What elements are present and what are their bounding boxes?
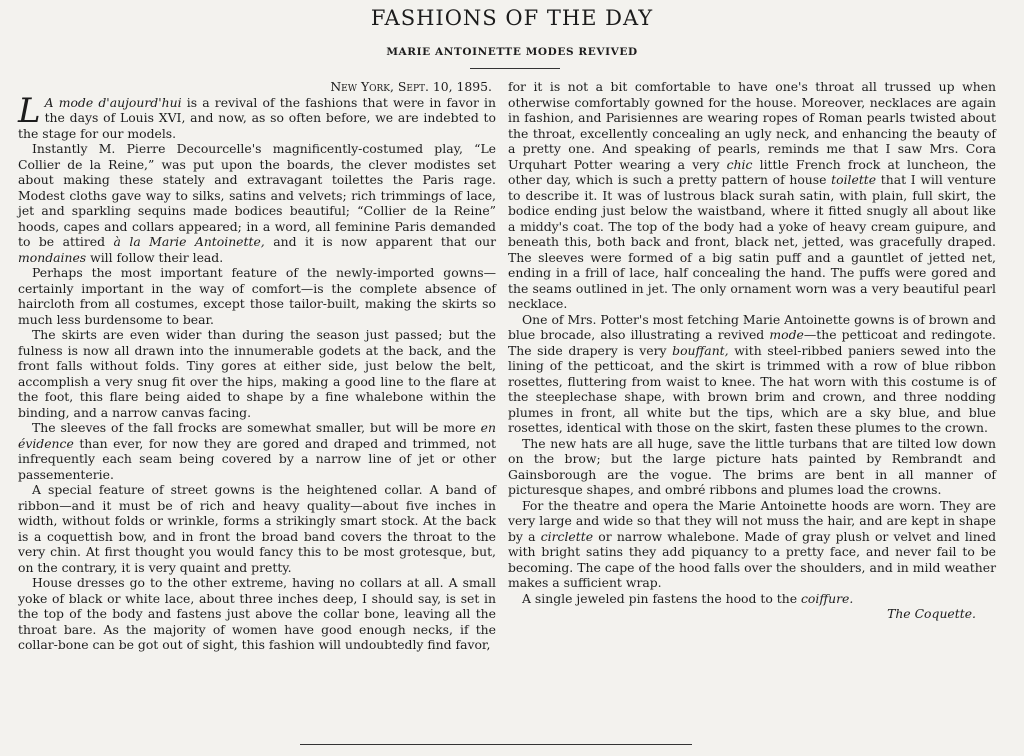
paragraph-8: for it is not a bit comfortable to have one's throat all trussed up when otherwise comfortably gowned for the house. Moreover, necklaces are again in fashion, and Parisiennes are wearing ropes of Roman pearls twisted about the throat, excellently concealing an ugly neck, and enhancing the beauty of a pretty one. And speaking of pearls, reminds me that I saw Mrs. Cora Urquhart Potter wearing a very chic little French frock at luncheon, the other day, which is such a pretty pattern of house toilette that I will venture to describe it. It was of lustrous black surah satin, with plain, full skirt, the bodice ending just below the waistband, where it fitted snugly all about like a middy's coat. The top of the body had a yoke of heavy cream guipure, and beneath this, both back and front, black net, jetted, was gracefully draped. The sleeves were formed of a big satin puff and a gauntlet of jetted net, ending in a frill of lace, half concealing the hand. The puffs were gored and the seams outlined in jet. The only ornament worn was a very beautiful pearl necklace. [508, 79, 996, 311]
article-title: FASHIONS OF THE DAY [370, 6, 654, 30]
paragraph-11: For the theatre and opera the Marie Antoinette hoods are worn. They are very large and wide so that they will not muss the hair, and are kept in shape by a circlette or narrow whalebone. Made of gray plush or velvet and lined with bright satins they add piquancy to a pretty face, and never fail to be becoming. The cape of the hood falls over the shoulders, and in mild weather makes a sufficient wrap. [508, 497, 996, 590]
paragraph-1: L A mode d'aujourd'hui is a revival of the fashions that were in favor in the days of Louis XVI, and now, as so often before, we are indebted to the stage for our models. [18, 90, 496, 141]
paragraph-5: The sleeves of the fall frocks are somewhat smaller, but will be more en évidence than ever, for now they are gored and draped and trimmed, not infrequently each seam being covered by a narrow line of jet or other passementerie. [18, 420, 496, 482]
paragraph-9: One of Mrs. Potter's most fetching Marie Antoinette gowns is of brown and blue brocade, also illustrating a revived mode—the petticoat and redingote. The side drapery is very bouffant, with steel-ribbed paniers sewed into the lining of the petticoat, and the skirt is trimmed with a row of blue ribbon rosettes, fluttering from waist to knee. The hat worn with this costume is of the steeplechase shape, with brown brim and crown, and three nodding plumes in front, all white but the tips, which are a sky blue, and blue rosettes, identical with those on the skirt, fasten these plumes to the crown. [508, 311, 996, 435]
signature: The Coquette. [887, 606, 976, 621]
paragraph-12: A single jeweled pin fastens the hood to the coiffure. [522, 590, 854, 606]
paragraph-6: A special feature of street gowns is the heightened collar. A band of ribbon—and it must be of rich and heavy quality—about five inches in width, without folds or wrinkle, forms a strikingly smart stock. At the back is a coquettish bow, and in front the broad band covers the throat to the very chin. At first thought you would fancy this to be most grotesque, but, on the contrary, it is very quaint and pretty. [18, 482, 496, 575]
paragraph-2: Instantly M. Pierre Decourcelle's magnificently-costumed play, “Le Collier de la Reine,” was put upon the boards, the clever modistes set about making these stately and extravagant toilettes the Paris rage. Modest cloths gave way to silks, satins and velvets; rich trimmings of lace, jet and sparkling sequins made bodices beautiful; “Collier de la Reine” hoods, capes and collars appeared; in a word, all feminine Paris demanded to be attired à la Marie Antoinette, and it is now apparent that our mondaines will follow their lead. [18, 141, 496, 265]
right-column [508, 79, 996, 622]
left-column [18, 79, 496, 653]
dateline: New York, Sept. 10, 1895. [330, 79, 492, 94]
paragraph-10: The new hats are all huge, save the little turbans that are tilted low down on the brow; but the large picture hats painted by Rembrandt and Gainsborough are the vogue. The brims are bent in all manner of picturesque shapes, and ombré ribbons and plumes load the crowns. [508, 435, 996, 497]
paragraph-7: House dresses go to the other extreme, having no collars at all. A small yoke of black or white lace, about three inches deep, I should say, is set in the top of the body and fastens just above the collar bone, leaving all the throat bare. As the majority of women have good enough necks, if the collar-bone can be got out of sight, this fashion will undoubtedly find favor, [18, 575, 496, 652]
bottom-rule [300, 744, 692, 745]
title-rule [470, 68, 560, 69]
paragraph-4: The skirts are even wider than during the season just passed; but the fulness is now all drawn into the innumerable godets at the back, and the front falls without folds. Tiny gores at either side, just below the belt, accomplish a very snug fit over the hips, making a good line to the flare at the foot, this flare being aided to shape by a fine whalebone within the binding, and a narrow canvas facing. [18, 327, 496, 420]
paragraph-3: Perhaps the most important feature of the newly-imported gowns—certainly important in the way of comfort—is the complete absence of haircloth from all costumes, except those tailor-built, making the skirts so much less burdensome to bear. [18, 265, 496, 327]
drop-cap: L [18, 90, 41, 131]
article-subtitle: MARIE ANTOINETTE MODES REVIVED [386, 46, 638, 58]
